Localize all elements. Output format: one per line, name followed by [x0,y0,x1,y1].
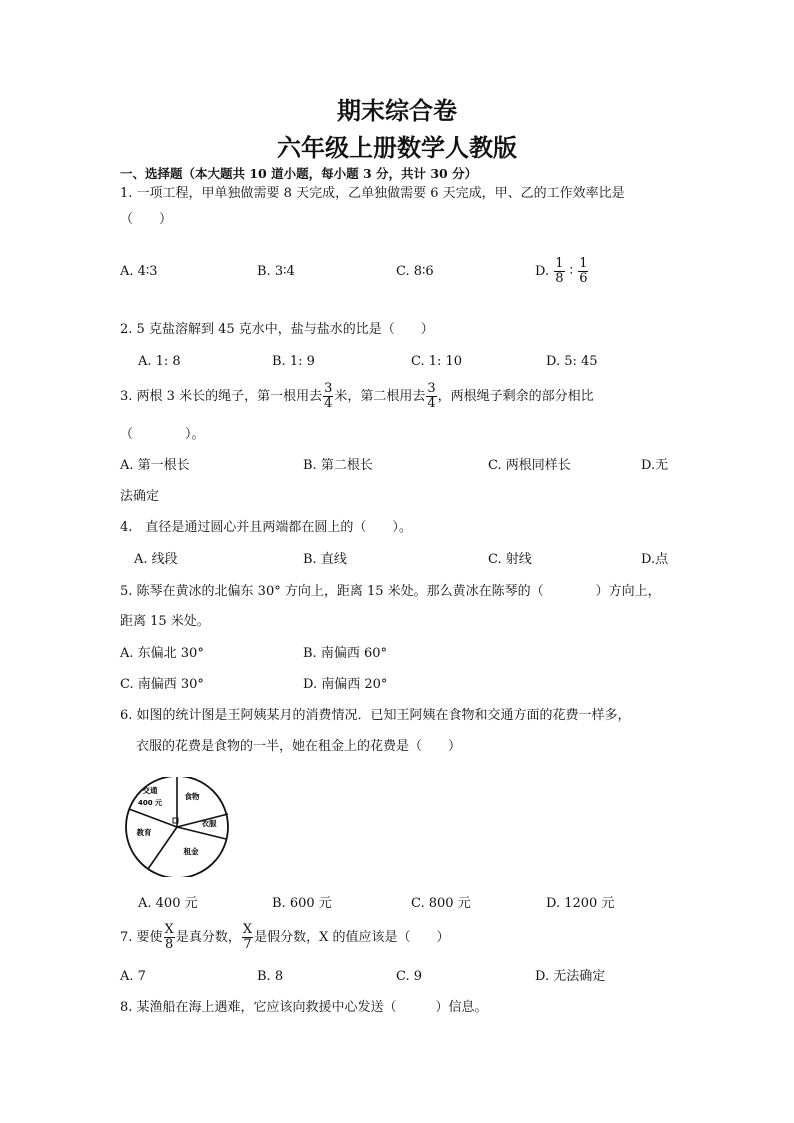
question-6-line-1: 6. 如图的统计图是王阿姨某月的消费情况．已知王阿姨在食物和交通方面的花费一样多， [120,708,631,723]
question-1-paren: （ ） [120,212,173,227]
question-8-text: 8. 某渔船在海上遇难，它应该向救援中心发送（ ）信息。 [120,1000,488,1015]
fraction-denominator: 7 [243,937,252,952]
question-5-option-d: D. 南偏西 20° [303,677,388,692]
question-4-text: 4. 直径是通过圆心并且两端都在圆上的（ ）。 [120,520,412,535]
title-line-2: 六年级上册数学人教版 [277,133,517,162]
fraction-1-6 [578,257,588,286]
fraction-x-8 [164,923,175,952]
pie-label-jiaotong-value: 400 元 [137,799,163,807]
question-4-option-a: A. 线段 [134,552,178,567]
fraction-denominator: 8 [555,271,564,286]
question-6-option-b: B. 600 元 [272,896,332,911]
question-2-option-d: D. 5: 45 [546,354,598,369]
fraction-denominator: 6 [579,271,588,286]
fraction-numerator: 3 [324,381,333,396]
question-4-option-c: C. 射线 [488,552,532,567]
q7-part-3: 是假分数，X 的值应该是（ ） [254,930,450,945]
question-1-option-d [535,256,589,288]
option-d-prefix: D. [535,264,550,279]
question-3-option-d-continued: 法确定 [120,489,160,504]
question-6-option-c: C. 800 元 [411,896,471,911]
question-3-option-b: B. 第二根长 [303,458,373,473]
question-2-text: 2. 5 克盐溶解到 45 克水中，盐与盐水的比是（ ） [120,322,434,337]
question-5-option-a: A. 东偏北 30° [120,646,204,661]
pie-label-jiaoyu: 教育 [136,828,152,837]
question-7-option-b: B. 8 [257,969,284,984]
spending-pie-chart [122,777,232,877]
pie-label-jiaotong: 交通 [142,786,158,795]
question-1-option-c: C. 8∶6 [396,264,434,279]
question-1-text: 1. 一项工程，甲单独做需要 8 天完成，乙单独做需要 6 天完成，甲、乙的工作效率比是 [120,186,625,201]
question-3-paren: （ ）。 [120,427,205,442]
q3-part-1: 3. 两根 3 米长的绳子，第一根用去 [120,389,323,404]
q7-part-1: 7. 要使 [120,930,163,945]
fraction-x-7 [242,923,253,952]
question-4-option-d: D.点 [641,552,669,567]
fraction-denominator: 4 [427,396,436,411]
question-2-option-a: A. 1: 8 [138,354,181,369]
q3-part-3: ，两根绳子剩余的部分相比 [437,389,594,404]
question-5-line-1: 5. 陈琴在黄冰的北偏东 30° 方向上，距离 15 米处。那么黄冰在陈琴的（ ）方向上， [120,584,661,599]
fraction-numerator: 1 [579,256,588,271]
fraction-denominator: 4 [324,396,333,411]
pie-label-shiwu: 食物 [184,792,200,801]
question-3-text [120,381,594,413]
fraction-numerator: X [242,922,253,937]
ratio-colon: ∶ [569,264,574,279]
question-5-option-c: C. 南偏西 30° [120,677,204,692]
question-5-option-b: B. 南偏西 60° [303,646,387,661]
section-heading: 一、选择题（本大题共 10 道小题，每小题 3 分，共计 30 分） [120,166,478,181]
fraction-1-8 [554,257,564,286]
question-7-option-c: C. 9 [396,969,423,984]
question-7-option-a: A. 7 [120,969,146,984]
question-6-option-d: D. 1200 元 [546,896,615,911]
fraction-3-4 [323,382,333,411]
fraction-numerator: X [164,922,174,937]
question-3-option-a: A. 第一根长 [120,458,190,473]
title-line-1: 期末综合卷 [337,96,457,125]
fraction-3-4 [426,382,436,411]
q3-part-2: 米，第二根用去 [334,389,426,404]
fraction-denominator: 8 [165,937,174,952]
question-6-option-a: A. 400 元 [138,896,198,911]
question-2-option-c: C. 1: 10 [411,354,463,369]
question-5-line-2: 距离 15 米处。 [120,614,210,629]
fraction-numerator: 1 [555,256,564,271]
question-7-option-d: D. 无法确定 [535,969,606,984]
pie-label-zujin: 租金 [183,847,199,856]
fraction-numerator: 3 [427,381,436,396]
question-3-option-c: C. 两根同样长 [488,458,571,473]
q7-part-2: 是真分数， [175,930,241,945]
question-1-option-b: B. 3∶4 [257,264,295,279]
question-1-option-a: A. 4∶3 [120,264,158,279]
question-7-text [120,922,449,954]
question-6-line-2: 衣服的花费是食物的一半，她在租金上的花费是（ ） [136,739,462,754]
question-4-option-b: B. 直线 [303,552,347,567]
question-2-option-b: B. 1: 9 [272,354,315,369]
pie-label-yifu: 衣服 [201,819,217,828]
question-3-option-d: D.无 [641,458,669,473]
